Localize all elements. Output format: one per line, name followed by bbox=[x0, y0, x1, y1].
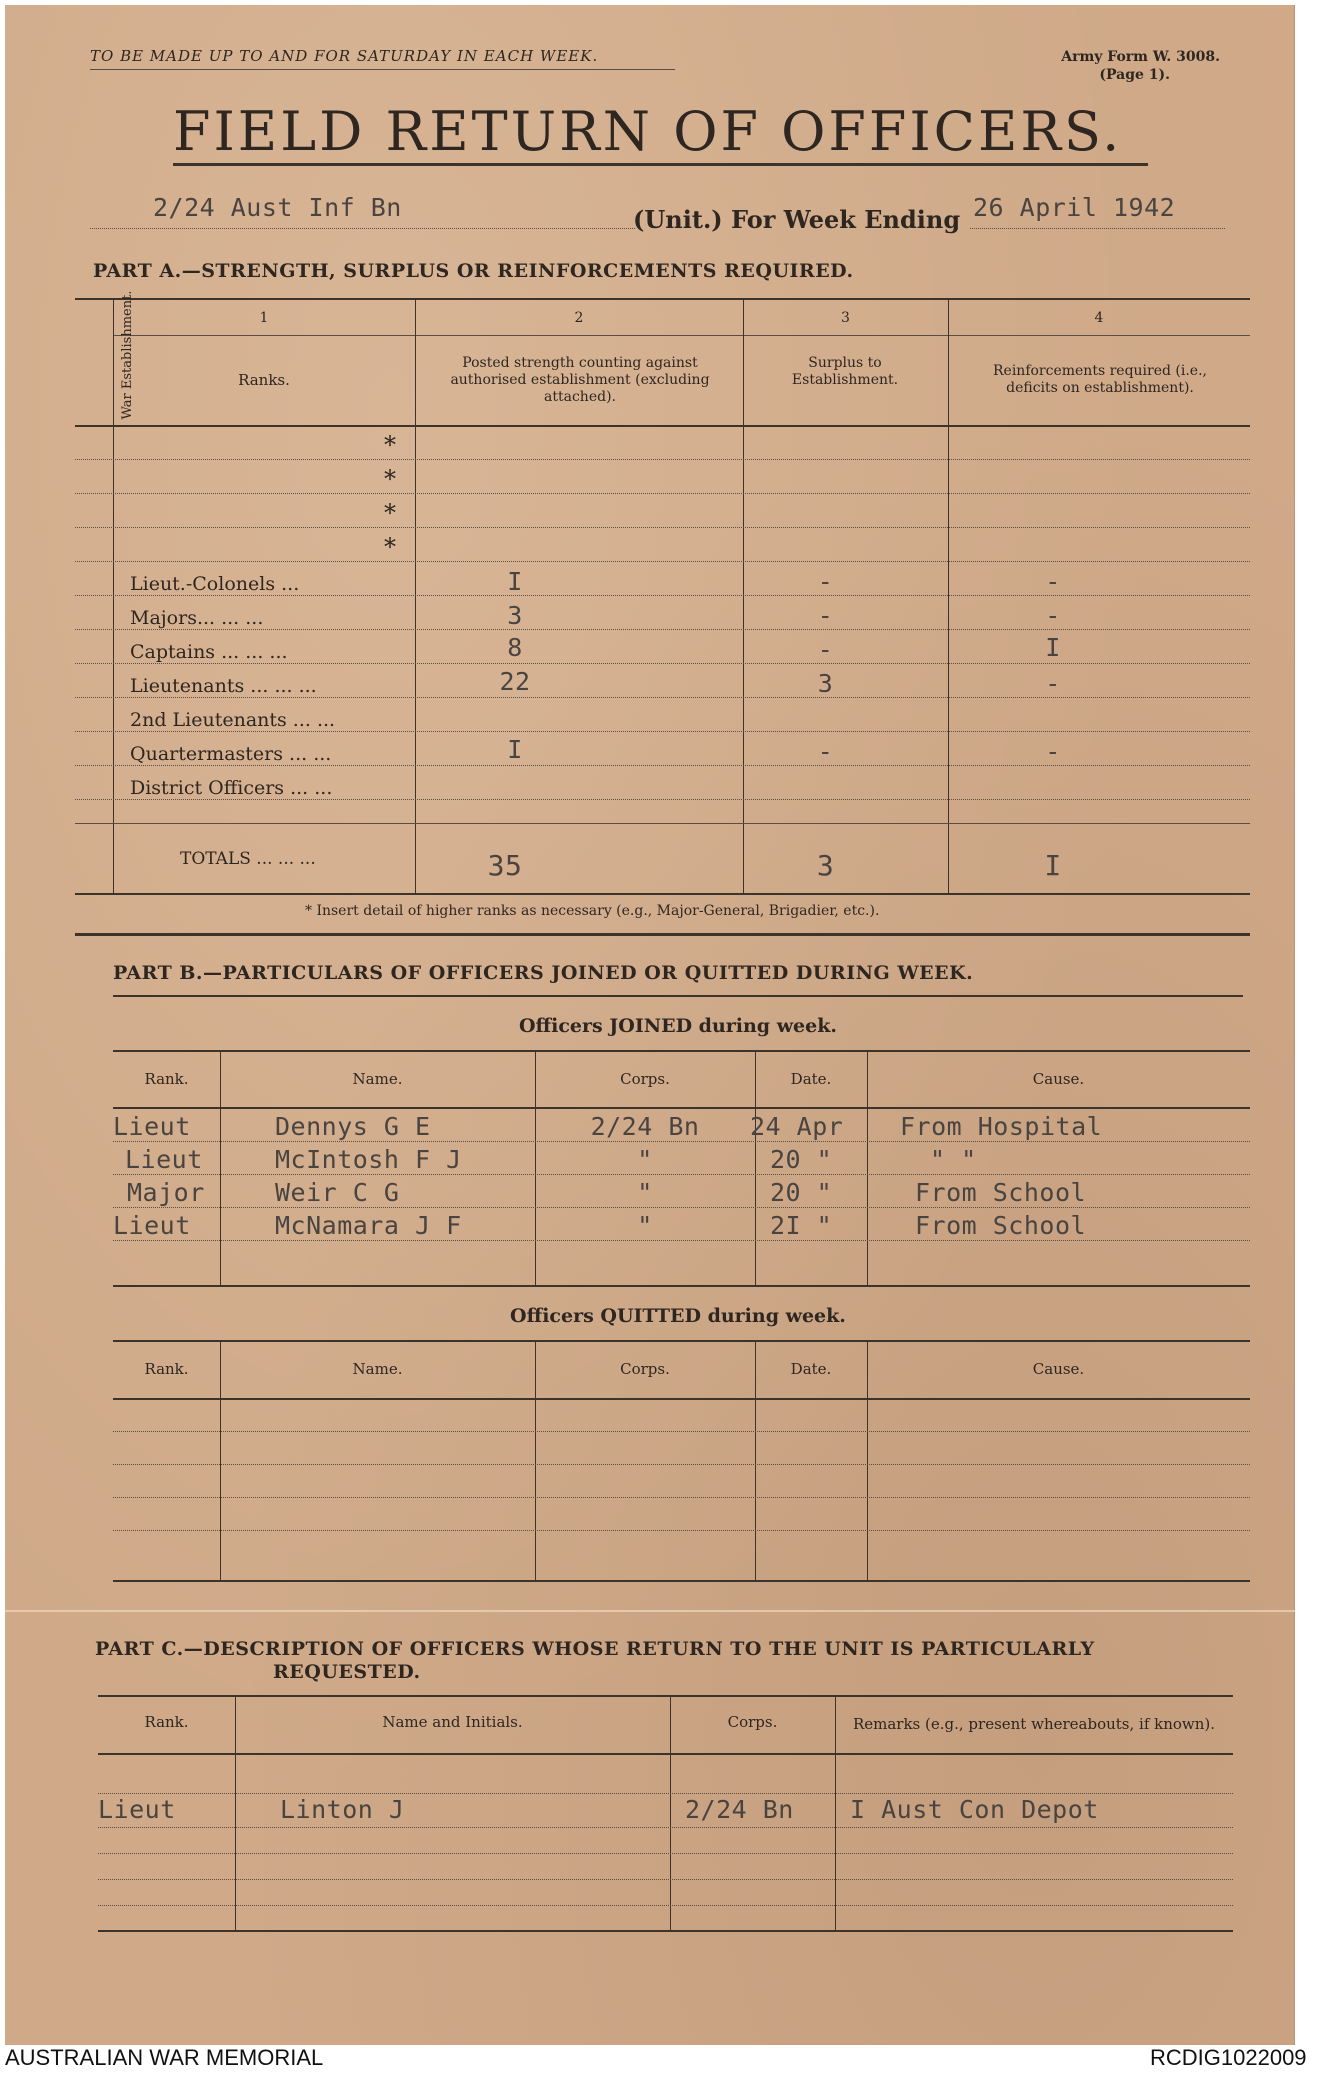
header-reinforcements: Reinforcements required (i.e., deficits on establishment). bbox=[993, 363, 1207, 396]
totals-label: TOTALS ... ... ... bbox=[180, 849, 316, 869]
joined-cause: From Hospital bbox=[900, 1112, 1103, 1141]
table-a-row-line bbox=[75, 527, 1250, 528]
surplus-value: 3 bbox=[817, 669, 834, 698]
joined-date: 24 Apr bbox=[750, 1112, 844, 1141]
joined-col-corps: Corps. bbox=[620, 1070, 670, 1088]
unit-line bbox=[90, 228, 635, 229]
quitted-row-line bbox=[113, 1530, 1250, 1531]
table-a-row-line bbox=[75, 459, 1250, 460]
rank-label: 2nd Lieutenants ... ... bbox=[130, 709, 336, 731]
joined-row-line bbox=[113, 1174, 1250, 1175]
totals-reinf: I bbox=[1044, 849, 1062, 882]
joined-header-bottom bbox=[113, 1107, 1250, 1109]
quitted-table-top bbox=[113, 1340, 1250, 1342]
joined-rank: Lieut bbox=[125, 1145, 203, 1174]
unit-label: (Unit.) For Week Ending bbox=[633, 205, 961, 234]
document-page bbox=[5, 5, 1295, 2045]
quitted-col-rank: Rank. bbox=[144, 1360, 189, 1378]
col-number-2: 2 bbox=[574, 310, 584, 326]
star-mark: * bbox=[384, 499, 396, 527]
joined-col-name: Name. bbox=[352, 1070, 403, 1088]
table-a-number-row-border bbox=[113, 335, 1250, 336]
form-number: Army Form W. 3008. bbox=[1061, 49, 1220, 65]
quitted-table-bottom bbox=[113, 1580, 1250, 1582]
table-a-header-bottom bbox=[75, 425, 1250, 427]
part-c-row-line bbox=[98, 1853, 1233, 1854]
quitted-col-cause: Cause. bbox=[1032, 1360, 1085, 1378]
joined-table-top bbox=[113, 1050, 1250, 1052]
surplus-value: - bbox=[817, 601, 834, 630]
joined-name: Dennys G E bbox=[275, 1112, 431, 1141]
source-caption: AUSTRALIAN WAR MEMORIAL bbox=[5, 2045, 324, 2070]
part-a-heading: PART A.—STRENGTH, SURPLUS OR REINFORCEMENTS REQUIRED. bbox=[93, 260, 854, 282]
part-c-table-bottom bbox=[98, 1930, 1233, 1932]
part-c-corps: 2/24 Bn bbox=[685, 1795, 794, 1824]
quitted-title: Officers QUITTED during week. bbox=[510, 1305, 846, 1327]
totals-posted: 35 bbox=[487, 849, 523, 882]
part-c-row-line bbox=[98, 1879, 1233, 1880]
reinf-value: - bbox=[1045, 737, 1061, 766]
quitted-row-line bbox=[113, 1431, 1250, 1432]
posted-value: I bbox=[507, 735, 523, 764]
part-c-name: Linton J bbox=[280, 1795, 405, 1824]
reinf-value: - bbox=[1045, 601, 1061, 630]
part-c-rank: Lieut bbox=[98, 1795, 176, 1824]
reinf-value: - bbox=[1045, 567, 1061, 596]
table-a-row-line bbox=[75, 799, 1250, 800]
part-c-col-corps: Corps. bbox=[727, 1713, 778, 1731]
part-b-heading-underline bbox=[113, 995, 1243, 997]
rank-label: Majors... ... ... bbox=[130, 607, 264, 629]
reinf-value: I bbox=[1045, 633, 1061, 662]
week-ending-line bbox=[970, 228, 1225, 229]
header-posted: Posted strength counting against authorised establishment (excluding attached). bbox=[450, 355, 710, 405]
section-divider bbox=[75, 933, 1250, 936]
star-mark: * bbox=[384, 431, 396, 459]
table-a-row-line bbox=[75, 731, 1250, 732]
joined-col-date: Date. bbox=[790, 1070, 832, 1088]
joined-date: 20 " bbox=[770, 1145, 833, 1174]
table-a-bottom-border bbox=[75, 893, 1250, 895]
joined-corps: " bbox=[637, 1145, 653, 1174]
joined-cause: From School bbox=[915, 1178, 1087, 1207]
unit-value: 2/24 Aust Inf Bn bbox=[153, 193, 402, 222]
reinf-value: - bbox=[1045, 669, 1061, 698]
joined-corps: 2/24 Bn bbox=[590, 1112, 700, 1141]
joined-title: Officers JOINED during week. bbox=[518, 1015, 838, 1037]
rank-label: Quartermasters ... ... bbox=[130, 743, 332, 765]
quitted-col-date: Date. bbox=[790, 1360, 832, 1378]
star-mark: * bbox=[384, 533, 396, 561]
joined-name: McNamara J F bbox=[275, 1211, 462, 1240]
page-title: FIELD RETURN OF OFFICERS. bbox=[173, 100, 1123, 163]
joined-table-bottom bbox=[113, 1285, 1250, 1287]
header-ranks: Ranks. bbox=[238, 371, 290, 389]
joined-date: 20 " bbox=[770, 1178, 833, 1207]
col-number-3: 3 bbox=[841, 310, 850, 326]
part-c-heading-line2: REQUESTED. bbox=[273, 1661, 421, 1683]
war-establishment-label: War Establishment. bbox=[120, 290, 135, 420]
joined-rank: Lieut bbox=[113, 1211, 191, 1240]
quitted-col-corps: Corps. bbox=[620, 1360, 670, 1378]
joined-cause: From School bbox=[915, 1211, 1087, 1240]
joined-col-cause: Cause. bbox=[1032, 1070, 1085, 1088]
quitted-header-bottom bbox=[113, 1398, 1250, 1400]
posted-value: 3 bbox=[507, 601, 523, 630]
part-c-row-line bbox=[98, 1905, 1233, 1906]
joined-corps: " bbox=[637, 1178, 653, 1207]
quitted-row-line bbox=[113, 1497, 1250, 1498]
totals-top-border bbox=[75, 823, 1250, 824]
part-c-col-rank: Rank. bbox=[144, 1713, 189, 1731]
part-c-col-remarks: Remarks (e.g., present whereabouts, if known). bbox=[852, 1715, 1216, 1733]
joined-rank: Major bbox=[127, 1178, 205, 1207]
paper-fold bbox=[5, 1610, 1295, 1612]
instruction-underline bbox=[90, 69, 675, 70]
surplus-value: - bbox=[817, 737, 834, 766]
joined-name: McIntosh F J bbox=[275, 1145, 462, 1174]
part-c-table-top bbox=[98, 1695, 1233, 1697]
part-b-heading: PART B.—PARTICULARS OF OFFICERS JOINED OR QUITTED DURING WEEK. bbox=[113, 962, 974, 984]
rank-label: Lieut.-Colonels ... bbox=[130, 573, 300, 595]
title-underline bbox=[173, 163, 1148, 166]
record-id: RCDIG1022009 bbox=[1150, 2045, 1307, 2070]
joined-rank: Lieut bbox=[113, 1112, 191, 1141]
table-a-row-line bbox=[75, 561, 1250, 562]
quitted-row-line bbox=[113, 1464, 1250, 1465]
rank-label: District Officers ... ... bbox=[130, 777, 333, 799]
part-c-row-line bbox=[98, 1793, 1233, 1794]
totals-surplus: 3 bbox=[816, 849, 835, 882]
posted-value: 22 bbox=[499, 667, 531, 696]
part-c-header-bottom bbox=[98, 1753, 1233, 1755]
col-number-4: 4 bbox=[1094, 310, 1104, 326]
posted-value: 8 bbox=[507, 633, 523, 662]
rank-label: Lieutenants ... ... ... bbox=[130, 675, 317, 697]
instruction-text: TO BE MADE UP TO AND FOR SATURDAY IN EACH WEEK. bbox=[90, 47, 599, 65]
quitted-col-name: Name. bbox=[352, 1360, 403, 1378]
joined-row-line bbox=[113, 1141, 1250, 1142]
star-mark: * bbox=[384, 465, 396, 493]
joined-cause: " " bbox=[930, 1145, 977, 1174]
part-a-footnote: * Insert detail of higher ranks as necessary (e.g., Major-General, Brigadier, etc.). bbox=[305, 903, 880, 919]
surplus-value: - bbox=[817, 567, 834, 596]
joined-name: Weir C G bbox=[275, 1178, 400, 1207]
part-c-heading: PART C.—DESCRIPTION OF OFFICERS WHOSE RETURN TO THE UNIT IS PARTICULARLY bbox=[95, 1638, 1095, 1660]
table-a-row-line bbox=[75, 663, 1250, 664]
part-c-row-line bbox=[98, 1827, 1233, 1828]
part-c-remarks: I Aust Con Depot bbox=[850, 1795, 1099, 1824]
joined-row-line bbox=[113, 1207, 1250, 1208]
joined-row-line bbox=[113, 1240, 1250, 1241]
surplus-value: - bbox=[817, 635, 834, 664]
part-c-col-name: Name and Initials. bbox=[382, 1713, 523, 1731]
posted-value: I bbox=[507, 567, 523, 596]
table-a-row-line bbox=[75, 493, 1250, 494]
table-a-top-border bbox=[75, 298, 1250, 300]
page-label: (Page 1). bbox=[1099, 67, 1170, 83]
col-number-1: 1 bbox=[259, 310, 269, 326]
week-ending-value: 26 April 1942 bbox=[973, 193, 1176, 222]
rank-label: Captains ... ... ... bbox=[130, 641, 288, 663]
joined-date: 2I " bbox=[770, 1211, 833, 1240]
header-surplus: Surplus to Establishment. bbox=[791, 355, 899, 388]
joined-corps: " bbox=[637, 1211, 653, 1240]
joined-col-rank: Rank. bbox=[144, 1070, 189, 1088]
